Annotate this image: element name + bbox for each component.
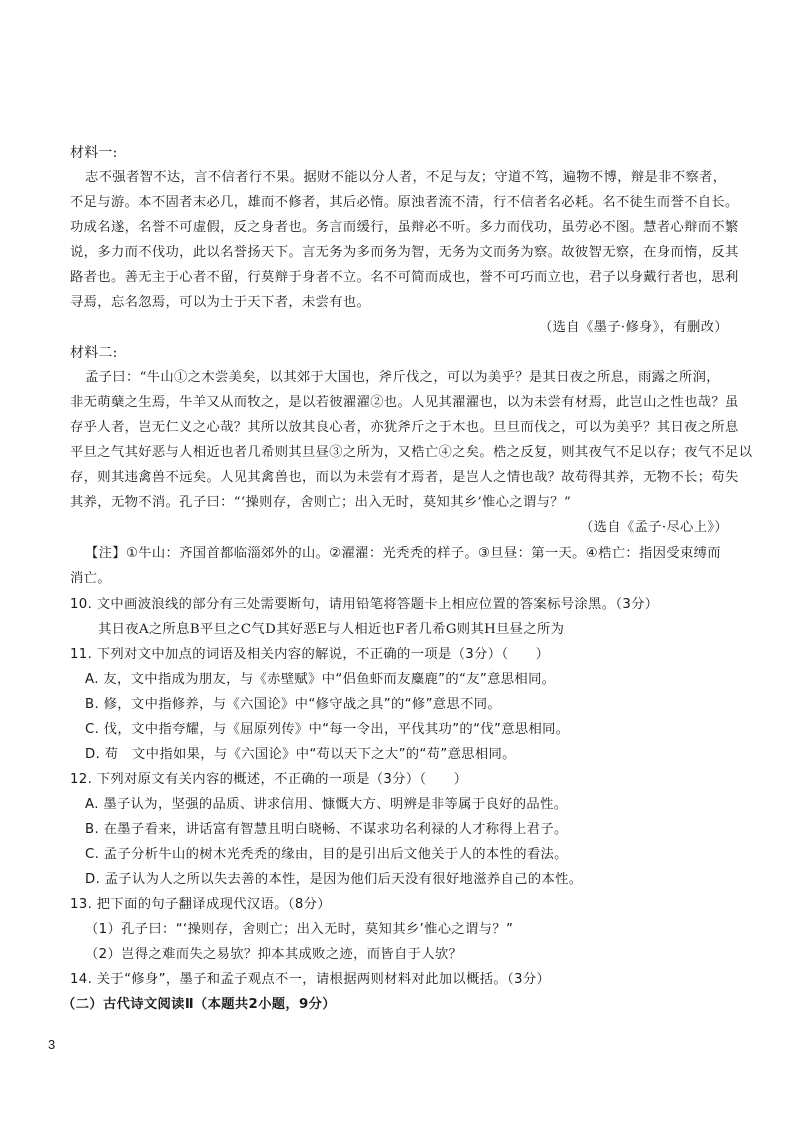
question-14: 14. 关于“修身”，墨子和孟子观点不一，请根据两则材料对此加以概括。（3分） [70, 972, 551, 987]
option-11-d: D. 苟 文中指如果，与《六国论》中“苟以天下之大”的“苟”意思相同。 [85, 747, 516, 762]
material1-line: 寻焉，忘名忽焉，可以为士于天下者，未尝有也。 [70, 295, 371, 310]
material2-line: 存，则其违禽兽不远矣。人见其禽兽也，而以为未尝有才焉者，是岂人之情也哉？故苟得其养，无物不长；苟失 [70, 470, 739, 485]
material2-line: 孟子曰：“牛山①之木尝美矣，以其郊于大国也，斧斤伐之，可以为美乎？是其日夜之所息，雨露之所润， [85, 370, 720, 385]
option-12-d: D. 孟子认为人之所以失去善的本性，是因为他们后天没有很好地滋养自己的本性。 [85, 872, 583, 887]
material2-note: 消亡。 [70, 571, 111, 586]
question-11: 11. 下列对文中加点的词语及相关内容的解说，不正确的一项是（3分）（ ） [70, 647, 550, 662]
material2-line: 存乎人者，岂无仁义之心哉？其所以放其良心者，亦犹斧斤之于木也。旦旦而伐之，可以为美乎？其日夜之所息 [70, 420, 739, 435]
option-12-a: A. 墨子认为，坚强的品质、讲求信用、慷慨大方、明辨是非等属于良好的品性。 [85, 797, 568, 812]
question-13-item-2: （2）岂得之难而失之易欤？抑本其成败之迹，而皆自于人欤？ [85, 947, 463, 962]
section-heading: （二）古代诗文阅读Ⅱ（本题共2小题，9分） [62, 997, 336, 1012]
question-13-item-1: （1）孔子曰：“‘操则存，舍则亡；出入无时，莫知其乡’惟心之谓与？” [85, 922, 514, 937]
material1-line: 路者也。善无主于心者不留，行莫辩于身者不立。名不可简而成也，誉不可巧而立也，君子以身戴行者也，思利 [70, 270, 739, 285]
material2-line: 其养，无物不消。孔子曰：“‘操则存，舍则亡；出入无时，莫知其乡’惟心之谓与？” [70, 495, 572, 510]
question-13: 13. 把下面的句子翻译成现代汉语。（8分） [70, 897, 331, 912]
page-number: 3 [48, 1037, 56, 1052]
material1-source: （选自《墨子·修身》，有删改） [539, 320, 728, 335]
option-12-c: C. 孟子分析牛山的树木光秃秃的缘由，目的是引出后文他关于人的本性的看法。 [85, 847, 568, 862]
material2-heading: 材料二: [70, 345, 118, 361]
option-11-c: C. 伐，文中指夸耀，与《屈原列传》中“每一令出，平伐其功”的“伐”意思相同。 [85, 722, 570, 737]
material1-line: 功成名遂，名誉不可虚假，反之身者也。务言而缓行，虽辩必不听。多力而伐功，虽劳必不图。慧者心辩而不繁 [70, 220, 739, 235]
question-12: 12. 下列对原文有关内容的概述，不正确的一项是（3分）（ ） [70, 772, 468, 787]
material1-heading: 材料一: [70, 145, 118, 161]
option-11-a: A. 友，文中指成为朋友，与《赤壁赋》中“侣鱼虾而友麋鹿”的“友”意思相同。 [85, 672, 556, 687]
material1-line: 说，多力而不伐功，此以名誉扬天下。言无务为多而务为智，无务为文而务为察。故彼智无察，在身而惰，反其 [70, 245, 739, 260]
option-11-b: B. 修，文中指修养，与《六国论》中“修守战之具”的“修”意思不同。 [85, 697, 502, 712]
material2-note: 【注】①牛山：齐国首都临淄郊外的山。②濯濯：光秃秃的样子。③旦昼：第一天。④梏亡：指因受束缚而 [85, 546, 721, 561]
material1-line: 不足与游。本不固者末必几，雄而不修者，其后必惰。原浊者流不清，行不信者名必耗。名不徒生而誉不自长。 [70, 195, 739, 210]
material2-source: （选自《孟子·尽心上》） [579, 520, 728, 535]
question-10: 10. 文中画波浪线的部分有三处需要断句，请用铅笔将答题卡上相应位置的答案标号涂黑。（3分） [70, 597, 659, 612]
material2-line-wavy: 平旦之气其好恶与人相近也者几希则其旦昼③之所为，又梏亡④之矣。梏之反复，则其夜气不足以存；夜气不足以 [70, 445, 753, 460]
material1-line: 志不强者智不达，言不信者行不果。据财不能以分人者，不足与友；守道不笃，遍物不博，辩是非不察者， [85, 170, 727, 185]
option-12-b: B. 在墨子看来，讲话富有智慧且明白晓畅、不谋求功名利禄的人才称得上君子。 [85, 822, 568, 837]
material2-line: 非无萌蘖之生焉，牛羊又从而牧之，是以若彼濯濯②也。人见其濯濯也，以为未尝有材焉，此岂山之性也哉？虽 [70, 395, 739, 410]
question-10-text: 其日夜A之所息B平旦之C气D其好恶E与人相近也F者几希G则其H旦昼之所为 [98, 622, 565, 637]
